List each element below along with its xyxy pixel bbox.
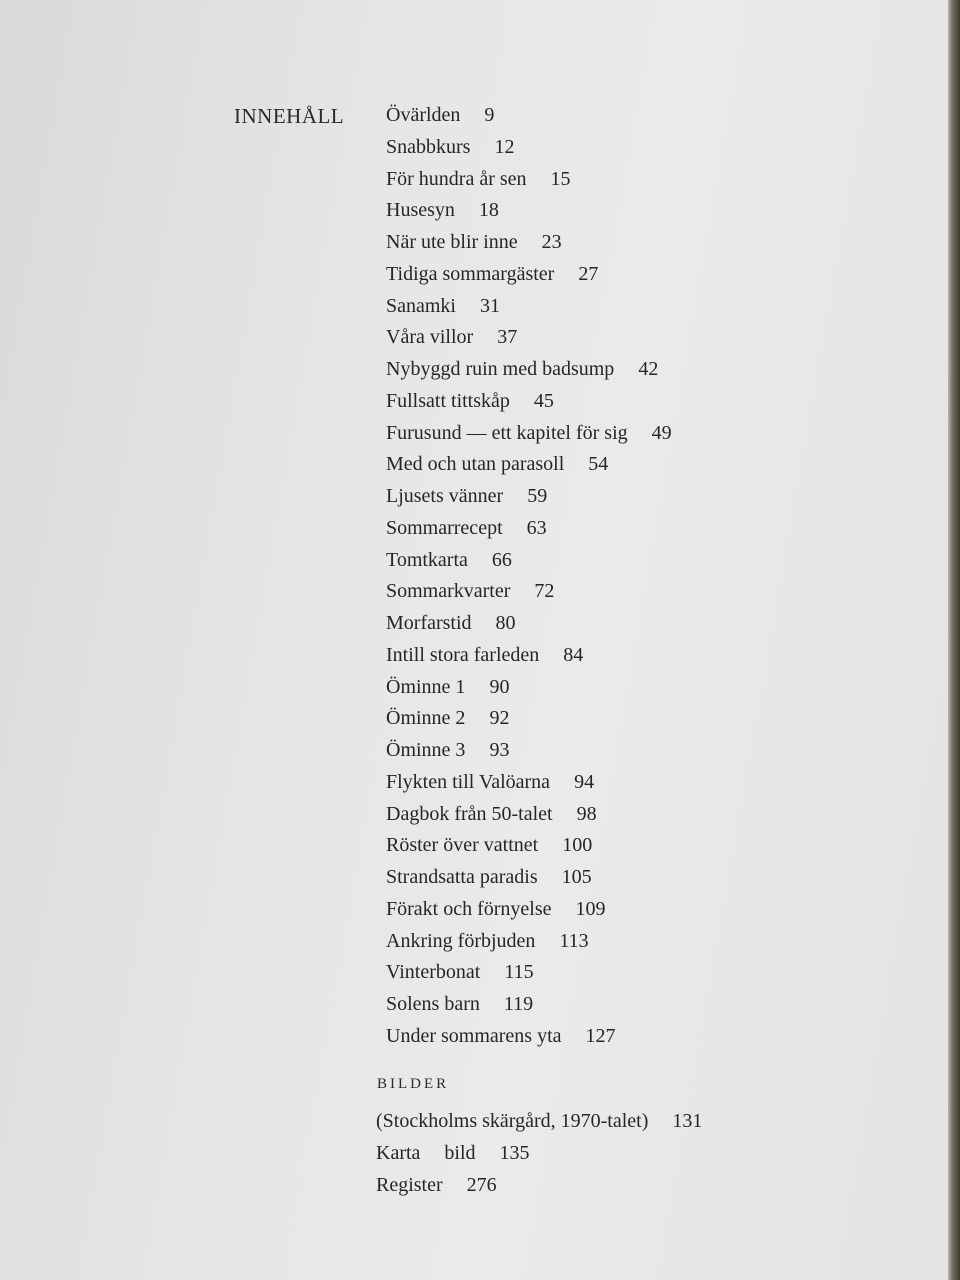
toc-entry-page: 92 [489,707,510,730]
toc-entry [386,672,906,704]
toc-entry-title: Husesyn [386,199,455,222]
toc-entry-page: 49 [651,421,672,444]
toc-entry-page: 31 [480,294,500,317]
bilder-entry-page: 131 [672,1110,703,1132]
toc-entry [386,164,906,196]
toc-entry-page: 90 [489,675,510,698]
bilder-entry-title: (Stockholms skärgård, 1970-talet) [376,1110,649,1132]
toc-entry-page: 42 [638,358,659,380]
toc-entry-title: Furusund — ett kapitel för sig [386,421,628,444]
toc-entry-page: 98 [576,802,597,825]
toc-entry-page: 115 [504,961,534,984]
toc-entry [386,926,906,958]
toc-entry [386,830,906,862]
toc-entry-title: Röster över vattnet [386,834,539,857]
toc-entry-title: Morfarstid [386,612,472,634]
toc-entry-page: 12 [494,135,515,158]
toc-entry-title: Övärlden [386,104,461,126]
toc-entry-title: Öminne 3 [386,739,466,761]
toc-entry-title: Tomtkarta [386,548,468,571]
toc-entry [386,418,906,450]
toc-entry [386,767,906,799]
bilder-entry [376,1105,916,1137]
toc-entry [386,989,906,1021]
toc-entry [386,322,906,354]
toc-entry-title: Öminne 1 [386,675,466,698]
toc-entry [386,703,906,735]
toc-entry-title: Öminne 2 [386,707,466,730]
toc-entry [386,862,906,894]
toc-entry [386,386,906,418]
toc-entry-page: 113 [559,929,589,952]
toc-entry [386,640,906,672]
toc-entry [386,195,906,227]
toc-entry-title: Snabbkurs [386,135,471,158]
toc-entry-page: 100 [562,834,593,857]
bilder-entry [376,1137,916,1169]
toc-entry [386,608,906,640]
toc-entry-title: Ljusets vänner [386,485,504,507]
toc-entry [386,449,906,481]
toc-entry-page: 37 [497,326,518,349]
bilder-entry-subtitle: bild [444,1142,476,1164]
contents-heading: INNEHÅLL [234,104,345,128]
toc-entry [386,227,906,259]
bilder-list [376,1105,916,1201]
toc-entry-title: Flykten till Valöarna [386,770,551,793]
toc-entry-title: Nybyggd ruin med badsump [386,358,615,380]
toc-entry [386,291,906,323]
toc-entry-title: Sommarrecept [386,516,503,539]
toc-entry [386,100,906,132]
toc-entry-page: 80 [495,612,516,634]
toc-entry-title: Sommarkvarter [386,580,511,603]
toc-entry-title: Strandsatta paradis [386,866,538,888]
bilder-entry-page: 276 [466,1174,497,1196]
toc-entry-page: 119 [503,993,534,1015]
toc-entry-title: Vinterbonat [386,961,481,984]
toc-entry-page: 109 [575,897,606,920]
toc-entry-page: 84 [563,643,584,666]
toc-entry-title: För hundra år sen [386,167,527,190]
bilder-entry-title: Register [376,1174,443,1196]
toc-entry-title: Förakt och förnyelse [386,897,552,920]
toc-entry-page: 15 [550,167,571,190]
book-edge [948,0,960,1280]
bilder-entry [376,1169,916,1201]
toc-entry [386,354,906,386]
toc-entry [386,132,906,164]
toc-entry-title: Med och utan parasoll [386,453,565,476]
toc-entry-title: Dagbok från 50-talet [386,802,553,825]
section-label-bilder: BILDER [377,1076,450,1092]
toc-entry-page: 127 [585,1024,616,1047]
toc-entry [386,1021,906,1053]
toc-entry-page: 54 [588,453,609,476]
toc-entry-page: 63 [526,516,547,539]
toc-entry-page: 93 [489,739,510,761]
toc-entry-page: 72 [534,580,555,603]
toc-entry-title: Fullsatt tittskåp [386,389,510,412]
toc-entry-title: Solens barn [386,993,480,1015]
toc-entry-page: 23 [541,231,562,253]
toc-entry [386,957,906,989]
toc-entry-page: 27 [578,262,599,285]
toc-entry-page: 45 [533,389,554,412]
toc-entry-title: Ankring förbjuden [386,929,536,952]
toc-entry [386,513,906,545]
toc-entry [386,545,906,577]
toc-entry [386,481,906,513]
table-of-contents [386,100,906,1053]
toc-entry-page: 94 [574,770,595,793]
toc-entry-title: När ute blir inne [386,231,518,253]
toc-entry [386,576,906,608]
toc-entry-title: Sanamki [386,294,456,317]
toc-entry-page: 9 [484,104,495,126]
bilder-entry-title: Karta [376,1142,421,1164]
bilder-entry-page: 135 [499,1142,530,1164]
toc-entry-title: Intill stora farleden [386,643,540,666]
toc-entry-page: 59 [527,485,548,507]
toc-entry [386,799,906,831]
toc-entry-page: 66 [491,548,512,571]
toc-entry [386,894,906,926]
toc-entry-page: 18 [478,199,499,222]
toc-entry [386,735,906,767]
toc-entry-title: Under sommarens yta [386,1024,562,1047]
toc-entry-title: Tidiga sommargäster [386,262,555,285]
toc-entry-page: 105 [561,866,592,888]
toc-entry [386,259,906,291]
toc-entry-title: Våra villor [386,326,474,349]
